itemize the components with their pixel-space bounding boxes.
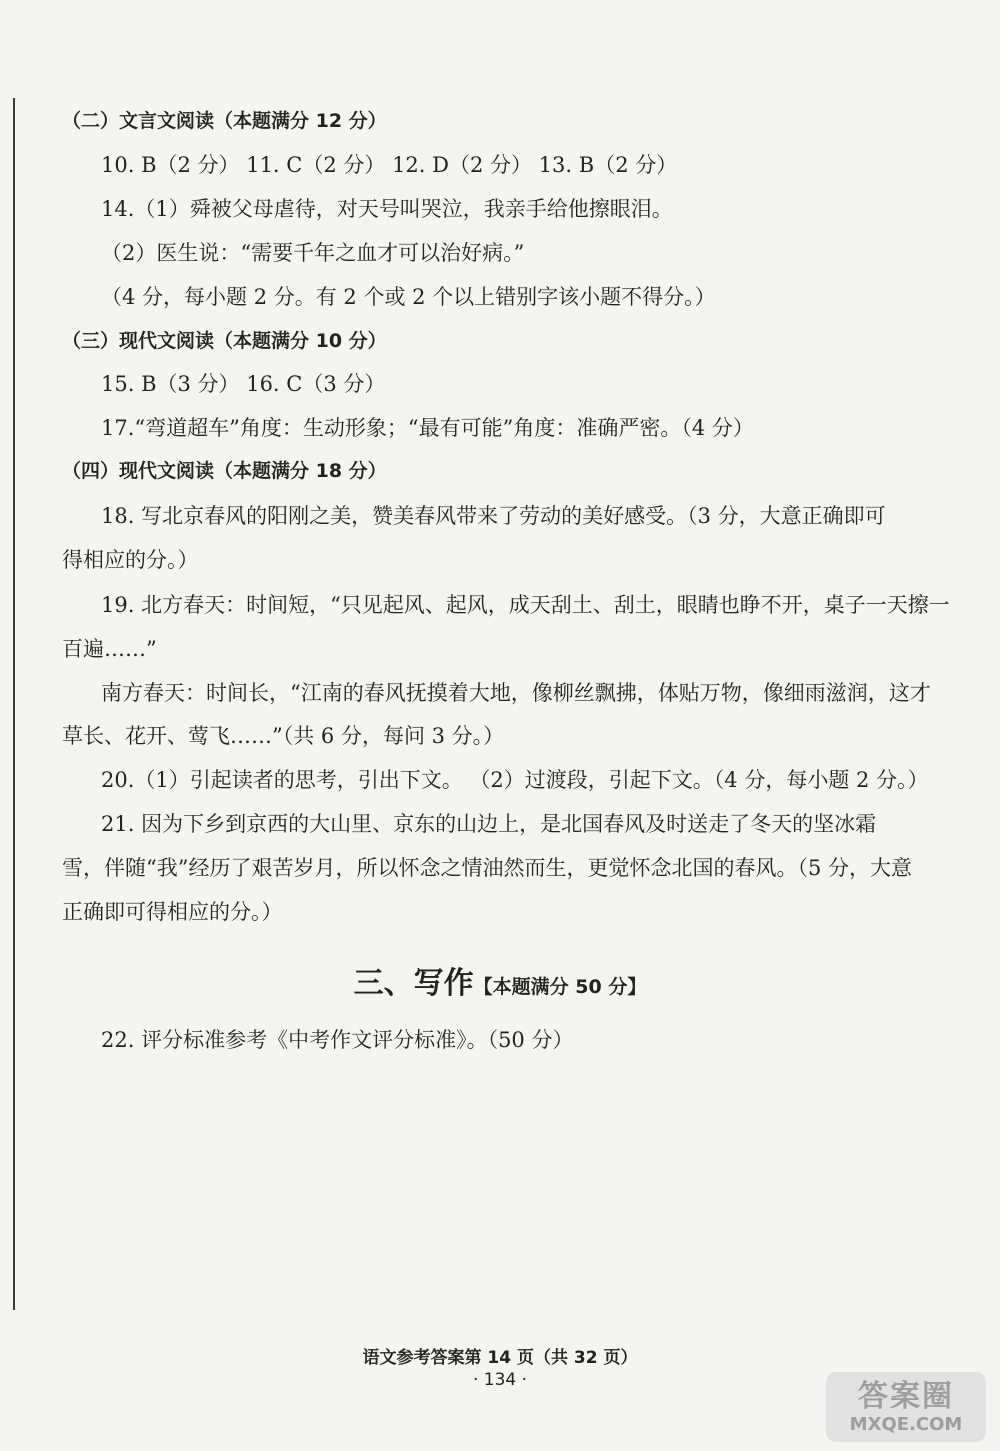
section-heading-classical: （二）文言文阅读（本题满分 12 分）: [62, 110, 387, 132]
footer-page-number: · 134 ·: [472, 1370, 528, 1390]
section-heading-modern1: （三）现代文阅读（本题满分 10 分）: [62, 330, 387, 352]
answer-q21-line2: 雪，伴随“我”经历了艰苦岁月，所以怀念之情油然而生，更觉怀念北国的春风。（5 分，大意: [62, 856, 913, 880]
watermark-logo: [826, 1372, 986, 1442]
answer-q20: 20.（1）引起读者的思考，引出下文。 （2）过渡段，引起下文。（4 分，每小题 2 分。）: [101, 768, 929, 792]
answer-q19-line3: 南方春天：时间长，“江南的春风抚摸着大地，像柳丝飘拂，体贴万物，像细雨滋润，这才: [101, 681, 931, 705]
footer-page-label: 语文参考答案第 14 页（共 32 页）: [362, 1348, 638, 1368]
answer-q10-13: 10. B（2 分） 11. C（2 分） 12. D（2 分） 13. B（2 分）: [101, 153, 678, 177]
answer-q19-line4: 草长、花开、莺飞……”（共 6 分，每问 3 分。）: [62, 724, 505, 748]
section-heading-modern2: （四）现代文阅读（本题满分 18 分）: [62, 460, 387, 482]
answer-q19-line2: 百遍……”: [62, 637, 157, 661]
margin-line: [13, 98, 15, 1310]
answer-q14-1: 14.（1）舜被父母虐待，对天号叫哭泣，我亲手给他擦眼泪。: [101, 197, 673, 221]
answer-q17: 17.“弯道超车”角度：生动形象；“最有可能”角度：准确严密。（4 分）: [101, 416, 754, 440]
watermark-text: 答案圈: [858, 1379, 954, 1414]
answer-q21-line1: 21. 因为下乡到京西的大山里、京东的山边上，是北国春风及时送走了冬天的坚冰霜: [101, 812, 877, 836]
writing-title: 三、写作: [353, 966, 474, 1001]
answer-q18-line2: 得相应的分。）: [62, 548, 199, 572]
answer-q22: 22. 评分标准参考《中考作文评分标准》。（50 分）: [101, 1028, 574, 1052]
answer-q21-line3: 正确即可得相应的分。）: [62, 900, 283, 924]
answer-q14-2: （2）医生说：“需要千年之血才可以治好病。”: [101, 241, 525, 265]
writing-score: 【本题满分 50 分】: [473, 976, 647, 998]
answer-q18-line1: 18. 写北京春风的阳刚之美，赞美春风带来了劳动的美好感受。（3 分，大意正确即可: [101, 504, 886, 528]
writing-heading: [0, 958, 1000, 1002]
answer-q15-16: 15. B（3 分） 16. C（3 分）: [101, 372, 386, 396]
answer-q14-note: （4 分，每小题 2 分。有 2 个或 2 个以上错别字该小题不得分。）: [101, 285, 716, 309]
watermark-domain: MXQE.COM: [849, 1414, 963, 1435]
answer-q19-line1: 19. 北方春天：时间短，“只见起风、起风，成天刮土、刮土，眼睛也睁不开，桌子一天擦一: [101, 593, 950, 617]
